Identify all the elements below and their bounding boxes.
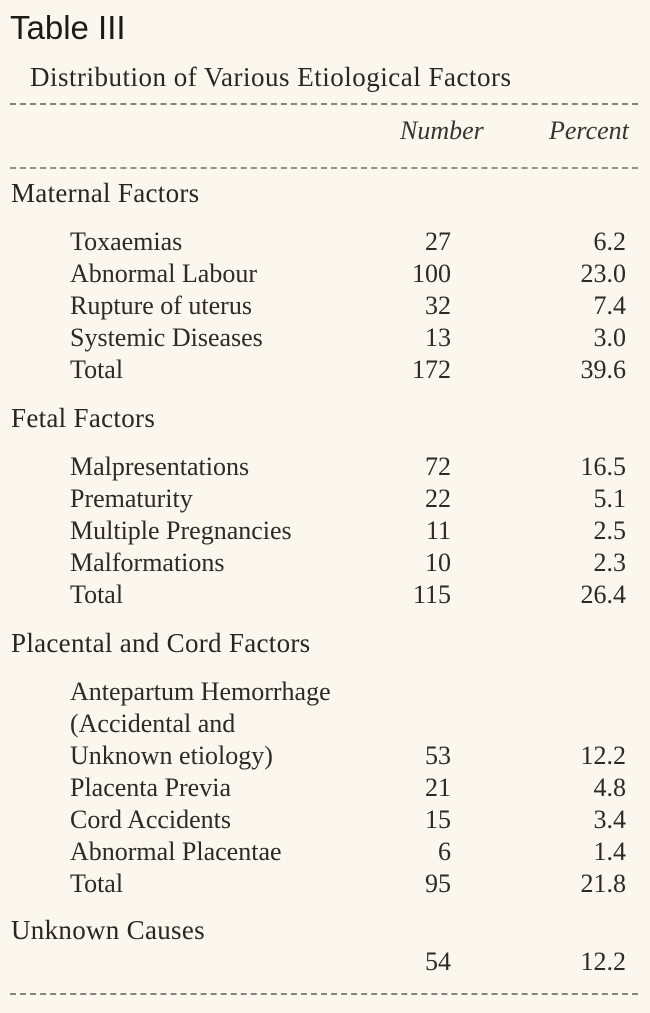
- row-number: 21: [425, 773, 451, 802]
- row-label: Total: [70, 355, 124, 384]
- row-percent: 16.5: [580, 452, 626, 481]
- row-label: Multiple Pregnancies: [70, 516, 292, 545]
- row-percent: 2.3: [593, 548, 626, 577]
- row-percent: 12.2: [580, 947, 626, 976]
- row-percent: 39.6: [580, 355, 626, 384]
- row-number: 13: [425, 323, 451, 352]
- row-label: Antepartum Hemorrhage: [70, 677, 331, 706]
- section-title-unknown: Unknown Causes: [11, 915, 205, 945]
- table-row: [0, 451, 650, 483]
- row-percent: 23.0: [580, 259, 626, 288]
- table-row: [0, 226, 650, 258]
- table-row-total: [0, 579, 650, 611]
- table-row: [0, 804, 650, 836]
- row-label: Total: [70, 580, 124, 609]
- table-row: [0, 946, 650, 978]
- row-percent: 3.4: [593, 805, 626, 834]
- row-label: Total: [70, 869, 124, 898]
- table-row: [0, 676, 650, 708]
- column-header-percent: Percent: [549, 116, 629, 145]
- row-label: Malformations: [70, 548, 225, 577]
- section-title-fetal: Fetal Factors: [11, 403, 156, 433]
- row-percent: 12.2: [580, 741, 626, 770]
- row-percent: 1.4: [593, 837, 626, 866]
- section-title-placental: Placental and Cord Factors: [11, 628, 311, 658]
- row-percent: 2.5: [593, 516, 626, 545]
- row-number: 172: [412, 355, 451, 384]
- table-row: [0, 547, 650, 579]
- row-number: 53: [425, 741, 451, 770]
- row-number: 22: [425, 484, 451, 513]
- row-number: 54: [425, 947, 451, 976]
- table-label: Table III: [10, 9, 126, 46]
- row-number: 10: [425, 548, 451, 577]
- section-title-maternal: Maternal Factors: [11, 178, 200, 208]
- row-number: 115: [412, 580, 451, 609]
- row-percent: 6.2: [593, 227, 626, 256]
- row-number: 95: [425, 869, 451, 898]
- column-header-number: Number: [400, 116, 484, 145]
- row-percent: 7.4: [593, 291, 626, 320]
- table-row-total: [0, 868, 650, 900]
- table-row: [0, 708, 650, 740]
- row-number: 11: [425, 516, 451, 545]
- row-number: 15: [425, 805, 451, 834]
- table-row: [0, 836, 650, 868]
- row-percent: 3.0: [593, 323, 626, 352]
- row-label: Abnormal Labour: [70, 259, 258, 288]
- table-row: [0, 740, 650, 772]
- row-number: 72: [425, 452, 451, 481]
- row-number: 27: [425, 227, 451, 256]
- table-row: [0, 772, 650, 804]
- row-label: Systemic Diseases: [70, 323, 263, 352]
- row-label: (Accidental and: [70, 709, 236, 738]
- table-row: [0, 322, 650, 354]
- table-row: [0, 515, 650, 547]
- row-label: Unknown etiology): [70, 741, 273, 770]
- row-label: Prematurity: [70, 484, 193, 513]
- row-percent: 21.8: [580, 869, 626, 898]
- table-row: [0, 483, 650, 515]
- row-percent: 5.1: [593, 484, 626, 513]
- table-row: [0, 290, 650, 322]
- row-label: Rupture of uterus: [70, 291, 252, 320]
- table-caption: Distribution of Various Etiological Factors: [30, 62, 512, 92]
- table-row: [0, 258, 650, 290]
- row-label: Toxaemias: [70, 227, 183, 256]
- row-percent: 26.4: [580, 580, 626, 609]
- row-percent: 4.8: [593, 773, 626, 802]
- top-rule: [10, 103, 638, 105]
- bottom-rule: [10, 993, 638, 995]
- row-number: 6: [438, 837, 451, 866]
- row-label: Abnormal Placentae: [70, 837, 282, 866]
- row-number: 32: [425, 291, 451, 320]
- row-number: 100: [412, 259, 451, 288]
- row-label: Placenta Previa: [70, 773, 231, 802]
- table-row-total: [0, 354, 650, 386]
- row-label: Cord Accidents: [70, 805, 232, 834]
- header-rule: [10, 167, 638, 169]
- row-label: Malpresentations: [70, 452, 250, 481]
